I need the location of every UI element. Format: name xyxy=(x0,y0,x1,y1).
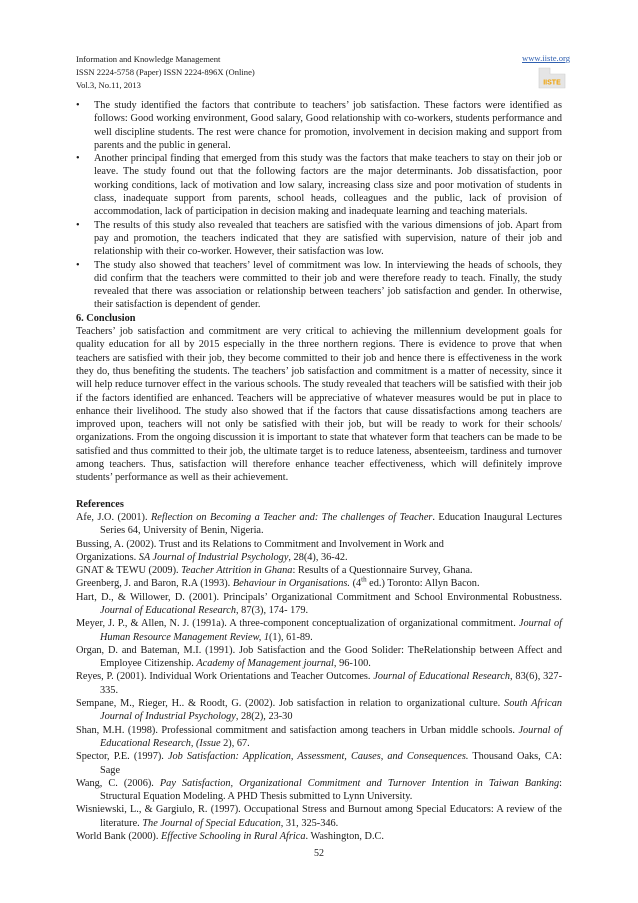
journal-url-link[interactable]: www.iiste.org xyxy=(522,53,570,63)
reference-item: Reyes, P. (2001). Individual Work Orientations and Teacher Outcomes. Journal of Educational Research, 83(6), 327-335. xyxy=(76,671,562,696)
reference-item: Spector, P.E. (1997). Job Satisfaction: Application, Assessment, Causes, and Consequences. Thousand Oaks, CA: Sage xyxy=(76,751,563,776)
reference-item: GNAT & TEWU (2009). Teacher Attrition in Ghana: Results of a Questionnaire Survey, Ghana. xyxy=(76,565,473,577)
journal-header xyxy=(76,53,255,92)
references-heading: References xyxy=(76,498,124,510)
conclusion-paragraph: Teachers’ job satisfaction and commitment are very critical to achieving the millennium development goals for quality education for all by 2015 especially in the three northern regions. There is evidence to prove that when teachers are satisfied with their job, they become committed to their job and hence there is effectiveness in the work they do, thus benefiting the students. The teachers’ job satisfaction and commitment is a matter of necessity, since it will help reduce turnover effect in the various schools. The study revealed that teachers will be satisfied with their job if the factors identified are enhanced. Teachers will be appreciative of whatever measures would be put in place to enhance their livelihood. The study also showed that if the factors that cause dissatisfactions among teachers are improved upon, teachers will not only be satisfied with their job, but will be ready to work for their schools/ organizations. From the ongoing discussion it is important to state that whatever form that teachers can be made to be satisfied and thus committed to their job, the ultimate target is to reduce lateness, absenteeism, tardiness and turnover among teachers. Thus, satisfaction will therefore enhance teacher effectiveness, which will definitely improve students’ performance as well as their achievement. xyxy=(76,326,562,484)
journal-name: Information and Knowledge Management xyxy=(76,54,221,64)
references-list xyxy=(76,511,562,843)
reference-item: Afe, J.O. (2001). Reflection on Becoming a Teacher and: The challenges of Teacher. Education Inaugural Lectures Series 64, University of Benin, Nigeria. xyxy=(76,511,562,537)
issn-line: ISSN 2224-5758 (Paper) ISSN 2224-896X (Online) xyxy=(76,67,255,77)
list-item: • The study also showed that teachers’ level of commitment was low. In interviewing the heads of schools, they did confirm that the teachers were committed to their job and were therefore ready to teach. Finally, the study revealed that there was association or relationship between teachers’ job satisfaction and gender. In otherwise, their satisfaction is dependent of gender. xyxy=(76,259,562,311)
reference-item: Organizations. SA Journal of Industrial Psychology, 28(4), 36-42. xyxy=(76,551,348,563)
reference-item: Hart, D., & Willower, D. (2001). Principals’ Organizational Commitment and School Environmental Robustness. Journal of Educational Research, 87(3), 174- 179. xyxy=(76,591,562,616)
reference-item: Meyer, J. P., & Allen, N. J. (1991a). A three-component conceptualization of organizational commitment. Journal of Human Resource Management Review, 1(1), 61-89. xyxy=(76,618,562,643)
reference-item: Bussing, A. (2002). Trust and its Relations to Commitment and Involvement in Work and xyxy=(76,538,444,550)
list-item: • Another principal finding that emerged from this study was the factors that make teachers to stay on their job or leave. The study found out that the following factors are the major determinants. Job dissatisfaction, poor working conditions, lack of motivation and low salary, increasing class size and poor motivation of students in class, inadequate support from parents, school heads, colleagues and the public, lack of provision of accommodation, lack of participation in decision making and inadequate learning and teaching materials. xyxy=(76,153,562,218)
reference-item: Sempane, M., Rieger, H.. & Roodt, G. (2002). Job satisfaction in relation to organizational culture. South African Journal of Industrial Psychology, 28(2), 23-30 xyxy=(76,698,562,723)
reference-item: Greenberg, J. and Baron, R.A (1993). Behaviour in Organisations. (4th ed.) Toronto: Allyn Bacon. xyxy=(76,575,480,590)
reference-item: Shan, M.H. (1998). Professional commitment and satisfaction among teachers in Urban middle schools. Journal of Educational Research, (Issue 2), 67. xyxy=(76,724,562,749)
findings-list xyxy=(76,99,562,312)
volume-line: Vol.3, No.11, 2013 xyxy=(76,80,141,90)
page-number: 52 xyxy=(314,848,324,859)
main-content xyxy=(76,99,562,843)
list-item: • The study identified the factors that contribute to teachers’ job satisfaction. These factors were identified as follows: Good working environment, Good salary, Good relationship with co-workers, students performance and well discipline students. The rest were chance for promotion, involvement in decision making and support from parents and the public in general. xyxy=(76,100,562,151)
reference-item: Wang, C. (2006). Pay Satisfaction, Organizational Commitment and Turnover Intention in Taiwan Banking: Structural Equation Modeling. A PHD Thesis submitted to Lynn University. xyxy=(76,777,562,803)
conclusion-heading: 6. Conclusion xyxy=(76,312,136,324)
reference-item: World Bank (2000). Effective Schooling in Rural Africa. Washington, D.C. xyxy=(76,831,384,843)
reference-item: Wisniewski, L., & Gargiulo, R. (1997). Occupational Stress and Burnout among Special Educators: A review of the literature. The Journal of Special Education, 31, 325-346. xyxy=(76,804,562,829)
logo-text: IISTE xyxy=(543,79,561,87)
reference-item: Organ, D. and Bateman, M.I. (1991). Job Satisfaction and the Good Solider: TheRelationship between Affect and Employee Citizenship. Academy of Management journal, 96-100. xyxy=(76,644,562,670)
iiste-logo xyxy=(537,66,567,90)
list-item: • The results of this study also revealed that teachers are satisfied with the various dimensions of job. Apart from pay and promotion, the teachers indicated that they are satisfied with supervision, nature of their job and relationship with their co-worker. However, their satisfaction was low. xyxy=(76,219,562,258)
